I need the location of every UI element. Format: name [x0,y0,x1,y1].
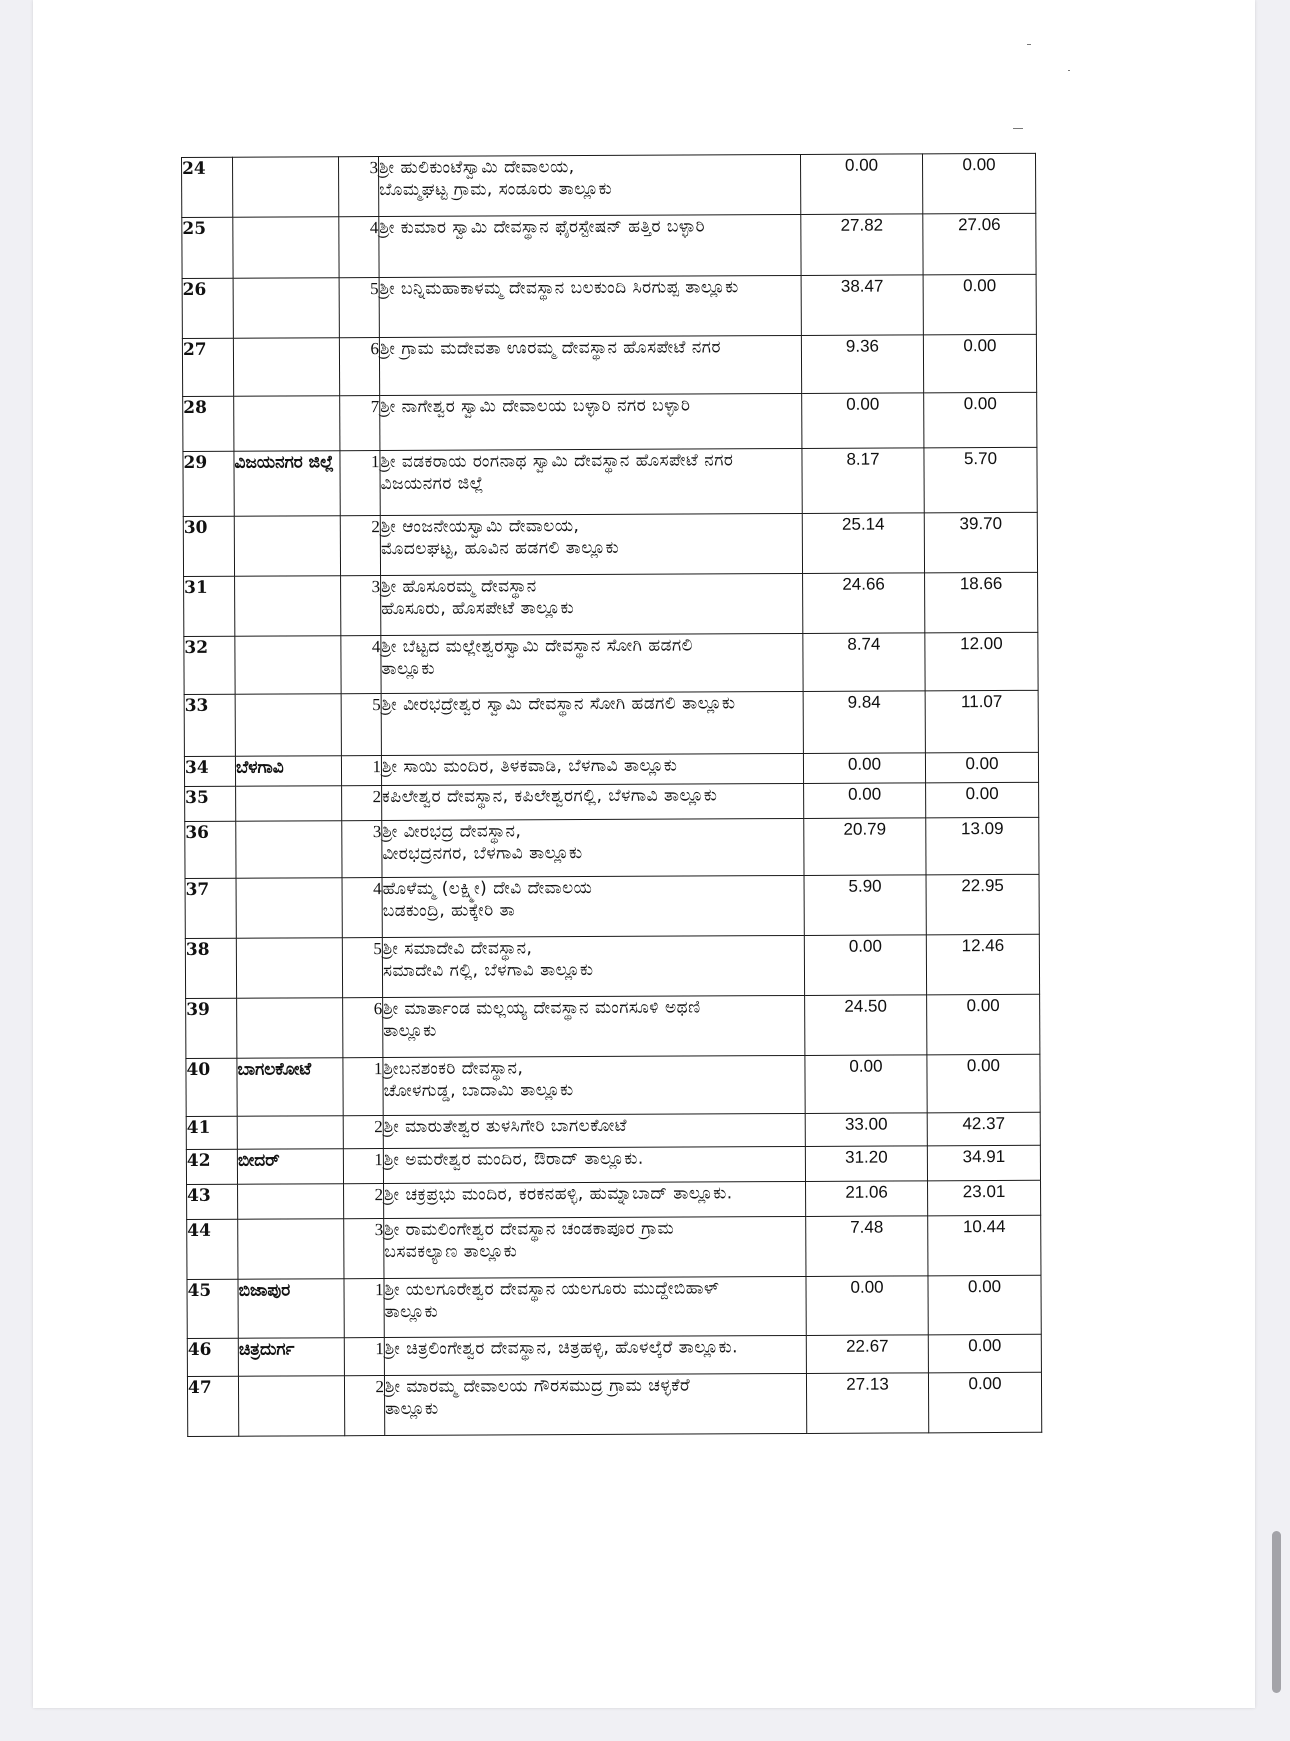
temple-name-line2: ಸಮಾದೇವಿ ಗಲ್ಲಿ, ಬೆಳಗಾವಿ ತಾಲ್ಲೂಕು [382,959,594,982]
temple-name [381,691,803,755]
table-row [187,1372,1041,1436]
scan-speck [1013,128,1023,129]
temple-name [379,335,801,395]
serial-number: 36 [185,821,236,878]
table-row [187,1180,1041,1219]
value-column-2: 13.09 [926,817,1039,875]
temple-name [382,818,804,877]
serial-number: 31 [184,576,235,636]
temple-name [379,154,801,216]
temple-name [382,875,804,937]
temple-name [380,513,802,575]
table-row [186,994,1040,1058]
sub-serial-number: 4 [342,878,382,938]
value-column-2: 39.70 [924,512,1037,573]
value-column-1: 27.82 [801,214,923,276]
district-name [237,998,343,1059]
temple-name-line2: ಬಡಕುಂದ್ರಿ, ಹುಕ್ಕೇರಿ ತಾ [382,900,516,922]
value-column-2: 12.46 [926,934,1039,995]
temple-name [381,573,803,635]
serial-number: 33 [184,694,235,756]
value-column-2: 0.00 [925,752,1038,783]
table-row [185,817,1039,878]
temple-name [381,753,803,785]
sub-serial-number: 1 [344,1338,384,1376]
temple-name [384,1373,806,1435]
temple-name-line1: ಶ್ರೀಬನಶಂಕರಿ ದೇವಸ್ಥಾನ, [383,1058,524,1080]
serial-number: 26 [182,278,233,338]
value-column-2: 10.44 [928,1215,1041,1276]
table-row [185,934,1039,998]
sub-serial-number: 5 [339,278,379,338]
temple-name-line1: ಶ್ರೀ ವಡಕರಾಯ ರಂಗನಾಥ ಸ್ವಾಮಿ ದೇವಸ್ಥಾನ ಹೊಸಪೇಟೆ ನಗರ [380,450,734,473]
serial-number: 27 [182,338,233,396]
temple-name [382,935,804,997]
temple-name-line1: ಶ್ರೀ ಮಾರಮ್ಮ ದೇವಾಲಯ ಗೌರಸಮುದ್ರ ಗ್ರಾಮ ಚಳ್ಳಕೆರೆ [384,1375,691,1398]
temple-name-line2: ವೀರಭದ್ರನಗರ, ಬೆಳಗಾವಿ ತಾಲ್ಲೂಕು [382,843,583,865]
value-column-2: 5.70 [924,447,1037,513]
temple-income-table [181,153,1042,1437]
sub-serial-number: 3 [341,576,381,636]
temple-name-line1: ಶ್ರೀ ಹುಲಿಕುಂಟೆಸ್ವಾಮಿ ದೇವಾಲಯ, [379,157,575,179]
temple-name [384,1335,806,1375]
temple-name [383,1055,805,1115]
temple-name-line1: ಶ್ರೀ ವೀರಭದ್ರ ದೇವಸ್ಥಾನ, [382,821,522,843]
scrollbar-thumb[interactable] [1272,1531,1281,1693]
table-row [182,334,1036,396]
temple-name [379,275,801,337]
value-column-2: 22.95 [926,874,1039,935]
district-name: ವಿಜಯನಗರ ಜಿಲ್ಲೆ [234,451,340,517]
value-column-1: 7.48 [806,1216,928,1277]
serial-number: 29 [183,451,234,516]
value-column-2: 0.00 [923,274,1036,335]
sub-serial-number: 6 [339,338,379,396]
district-name [233,278,339,339]
serial-number: 41 [186,1116,237,1149]
value-column-1: 9.36 [801,335,923,394]
value-column-1: 33.00 [805,1113,927,1147]
value-column-2: 0.00 [924,392,1037,448]
sub-serial-number: 1 [340,451,380,516]
district-name [236,878,342,939]
temple-name-line1: ಕಪಿಲೇಶ್ವರ ದೇವಸ್ಥಾನ, ಕಪಿಲೇಶ್ವರಗಲ್ಲಿ, ಬೆಳಗಾವಿ ತಾಲ್ಲೂಕು [382,785,718,808]
value-column-2: 0.00 [928,1372,1041,1433]
table-row [187,1275,1041,1338]
sub-serial-number: 1 [343,1058,383,1116]
serial-number: 47 [187,1376,238,1436]
district-name [238,1376,344,1437]
sub-serial-number: 1 [344,1279,384,1338]
temple-name [381,633,803,693]
serial-number: 43 [187,1184,238,1219]
sub-serial-number: 5 [342,938,382,998]
district-name: ಬಾಗಲಕೋಟೆ [237,1058,343,1117]
temple-name-line1: ಶ್ರೀ ಗ್ರಾಮ ಮದೇವತಾ ಊರಮ್ಮ ದೇವಸ್ಥಾನ ಹೊಸಪೇಟೆ ನಗರ [379,337,722,360]
temple-name-line1: ಶ್ರೀ ಚಿತ್ರಲಿಂಗೇಶ್ವರ ದೇವಸ್ಥಾನ, ಚಿತ್ರಹಳ್ಳಿ, ಹೊಳಲ್ಕೆರೆ ತಾಲ್ಲೂಕು. [384,1337,739,1360]
scrollbar-track[interactable] [1262,0,1290,1741]
sub-serial-number: 1 [341,756,381,786]
table-row [186,1054,1040,1116]
district-name: ಬೀದರ್ [237,1149,343,1185]
value-column-1: 0.00 [802,393,924,449]
table-row [184,572,1038,636]
temple-name-line1: ಶ್ರೀ ಚಕ್ರಪ್ರಭು ಮಂದಿರ, ಕರಕನಹಳ್ಳಿ, ಹುಮ್ನಾಬಾದ್ ತಾಲ್ಲೂಕು. [384,1183,733,1206]
sub-serial-number: 2 [344,1376,384,1436]
temple-name-line1: ಶ್ರೀ ಮಾರ್ತಾಂಡ ಮಲ್ಲಯ್ಯ ದೇವಸ್ಥಾನ ಮಂಗಸೂಳಿ ಅಥಣಿ [383,997,701,1020]
district-name [236,786,342,822]
district-name: ಬಿಜಾಪುರ [238,1279,344,1339]
value-column-1: 31.20 [805,1146,927,1182]
serial-number: 34 [184,756,235,786]
temple-name-line2: ವಿಜಯನಗರ ಜಿಲ್ಲೆ [380,473,484,495]
serial-number: 24 [182,157,233,217]
table-row [185,874,1039,938]
value-column-2: 0.00 [927,994,1040,1055]
sub-serial-number: 2 [344,1184,384,1219]
temple-name-line1: ಶ್ರೀ ಹೊಸೂರಮ್ಮ ದೇವಸ್ಥಾನ [381,576,537,598]
value-column-1: 8.74 [803,633,925,692]
sub-serial-number: 4 [339,217,379,278]
temple-name [380,448,802,515]
temple-name [383,1146,805,1183]
temple-name [379,214,801,277]
sub-serial-number: 4 [341,636,381,694]
sub-serial-number: 5 [341,694,381,756]
temple-name-line1: ಹೊಳೆಮ್ಮ (ಲಕ್ಷ್ಮೀ) ದೇವಿ ದೇವಾಲಯ [382,877,593,900]
table-row [186,1112,1040,1149]
temple-name [383,1113,805,1148]
value-column-2: 18.66 [925,572,1038,633]
value-column-1: 0.00 [803,753,925,784]
value-column-1: 22.67 [806,1335,928,1374]
serial-number: 37 [185,878,236,938]
temple-name-line1: ಶ್ರೀ ಮಾರುತೇಶ್ವರ ತುಳಸಿಗೇರಿ ಬಾಗಲಕೋಟೆ [383,1115,628,1138]
sub-serial-number: 3 [339,157,379,217]
temple-name-line2: ಬೊಮ್ಮಘಟ್ಟ ಗ್ರಾಮ, ಸಂಡೂರು ತಾಲ್ಲೂಕು [379,178,613,201]
serial-number: 38 [185,938,236,998]
value-column-1: 8.17 [802,448,924,514]
serial-number: 39 [186,998,237,1058]
district-name [235,636,341,695]
value-column-1: 0.00 [806,1276,928,1336]
sub-serial-number: 2 [343,1116,383,1149]
temple-name-line2: ಹೊಸೂರು, ಹೊಸಪೇಟೆ ತಾಲ್ಲೂಕು [381,598,575,620]
temple-name-line2: ತಾಲ್ಲೂಕು [385,1398,439,1420]
temple-name-line1: ಶ್ರೀ ಯಲಗೂರೇಶ್ವರ ದೇವಸ್ಥಾನ ಯಲಗೂರು ಮುದ್ದೇಬಿಹಾಳ್ [384,1278,720,1301]
temple-name [382,783,804,820]
value-column-2: 11.07 [925,690,1038,753]
table-row [183,392,1037,451]
table-row [184,632,1038,694]
value-column-1: 27.13 [806,1373,928,1434]
value-column-1: 24.66 [803,573,925,634]
serial-number: 25 [182,217,233,278]
table-row [185,782,1039,821]
sub-serial-number: 3 [344,1219,384,1279]
temple-name-line2: ತಾಲ್ಲೂಕು [381,658,436,680]
value-column-1: 0.00 [805,1055,927,1114]
value-column-1: 38.47 [801,275,923,336]
temple-name-line1: ಶ್ರೀ ಬೆಟ್ಟದ ಮಲ್ಲೇಶ್ವರಸ್ವಾಮಿ ದೇವಸ್ಥಾನ ಸೋಗಿ ಹಡಗಲಿ [381,635,694,658]
district-name: ಚಿತ್ರದುರ್ಗ [238,1338,344,1377]
value-column-1: 21.06 [806,1181,928,1217]
scan-speck [1068,70,1070,71]
sub-serial-number: 3 [342,821,382,878]
serial-number: 42 [186,1149,237,1184]
temple-name [383,995,805,1057]
temple-name-line1: ಶ್ರೀ ರಾಮಲಿಂಗೇಶ್ವರ ದೇವಸ್ಥಾನ ಚಂಡಕಾಪೂರ ಗ್ರಾಮ [384,1218,675,1241]
serial-number: 30 [183,516,234,576]
temple-name-line1: ಶ್ರೀ ಅಮರೇಶ್ವರ ಮಂದಿರ, ಔರಾದ್ ತಾಲ್ಲೂಕು. [383,1148,644,1171]
value-column-2: 27.06 [923,213,1036,275]
table-row [182,153,1036,217]
temple-name-line1: ಶ್ರೀ ವೀರಭದ್ರೇಶ್ವರ ಸ್ವಾಮಿ ದೇವಸ್ಥಾನ ಸೋಗಿ ಹಡಗಲಿ ತಾಲ್ಲೂಕು [381,693,736,716]
sub-serial-number: 7 [340,396,380,451]
sub-serial-number: 2 [342,786,382,821]
temple-name-line2: ಚೋಳಗುಡ್ಡ, ಬಾದಾಮಿ ತಾಲ್ಲೂಕು [383,1080,574,1102]
district-name [233,338,339,397]
temple-name [384,1276,806,1337]
value-column-2: 23.01 [928,1180,1041,1216]
district-name [233,217,339,279]
temple-name-line1: ಶ್ರೀ ಸಮಾದೇವಿ ದೇವಸ್ಥಾನ, [382,938,533,960]
district-name [235,576,341,637]
district-name [234,396,340,452]
value-column-2: 0.00 [923,334,1036,393]
temple-name-line1: ಶ್ರೀ ಆಂಜನೇಯಸ್ವಾಮಿ ದೇವಾಲಯ, [380,516,580,538]
table-row [184,690,1038,756]
district-name [237,1116,343,1150]
serial-number: 45 [187,1279,238,1338]
district-name [238,1184,344,1220]
value-column-2: 42.37 [927,1112,1040,1146]
temple-name-line1: ಶ್ರೀ ಕುಮಾರ ಸ್ವಾಮಿ ದೇವಸ್ಥಾನ ಫೈರಸ್ಟೇಷನ್ ಹತ್ತಿರ ಬಳ್ಳಾರಿ [379,216,706,239]
value-column-1: 24.50 [805,995,927,1056]
district-name [236,938,342,999]
table-row [187,1334,1041,1376]
value-column-2: 12.00 [925,632,1038,691]
district-name [236,821,342,879]
value-column-1: 0.00 [800,154,922,215]
sub-serial-number: 2 [340,516,380,576]
temple-name-line2: ಬಸವಕಲ್ಯಾಣ ತಾಲ್ಲೂಕು [384,1241,518,1263]
district-name: ಬೆಳಗಾವಿ [235,756,341,787]
table-row [183,512,1037,576]
temple-name [384,1181,806,1218]
value-column-1: 25.14 [802,513,924,574]
district-name [234,516,340,577]
value-column-1: 0.00 [804,935,926,996]
value-column-2: 0.00 [922,153,1035,214]
value-column-2: 0.00 [926,782,1039,818]
temple-name-line1: ಶ್ರೀ ಬನ್ನಿಮಹಾಕಾಳಮ್ಮ ದೇವಸ್ಥಾನ ಬಲಕುಂದಿ ಸಿರಗುಪ್ಪ ತಾಲ್ಲೂಕು [379,277,739,300]
district-name [238,1219,344,1280]
temple-name-line1: ಶ್ರೀ ಸಾಯಿ ಮಂದಿರ, ತಿಳಕವಾಡಿ, ಬೆಳಗಾವಿ ತಾಲ್ಲೂಕು [381,755,678,778]
sub-serial-number: 1 [343,1149,383,1184]
temple-name [384,1216,806,1278]
value-column-2: 34.91 [927,1145,1040,1181]
value-column-2: 0.00 [927,1054,1040,1113]
district-name [233,157,339,218]
table-row [183,447,1037,516]
sub-serial-number: 6 [343,998,383,1058]
temple-name-line2: ಮೊದಲಘಟ್ಟ, ಹೂವಿನ ಹಡಗಲಿ ತಾಲ್ಲೂಕು [380,537,620,560]
table-row [186,1145,1040,1184]
scan-speck [1027,44,1031,45]
table-row [187,1215,1041,1279]
value-column-1: 0.00 [804,783,926,819]
serial-number: 44 [187,1219,238,1279]
value-column-1: 9.84 [803,691,925,754]
temple-name-line2: ತಾಲ್ಲೂಕು [384,1301,439,1323]
serial-number: 40 [186,1058,237,1116]
table-row [182,274,1036,338]
temple-name-line2: ತಾಲ್ಲೂಕು [383,1020,437,1042]
table-row [182,213,1036,278]
serial-number: 32 [184,636,235,694]
serial-number: 28 [183,396,234,451]
district-name [235,694,341,757]
serial-number: 46 [187,1338,238,1376]
table-row [184,752,1038,786]
value-column-2: 0.00 [928,1334,1041,1373]
value-column-2: 0.00 [928,1275,1041,1335]
temple-name [380,393,802,450]
serial-number: 35 [185,786,236,821]
temple-name-line1: ಶ್ರೀ ನಾಗೇಶ್ವರ ಸ್ವಾಮಿ ದೇವಾಲಯ ಬಳ್ಳಾರಿ ನಗರ ಬಳ್ಳಾರಿ [380,395,691,418]
value-column-1: 20.79 [804,818,926,876]
value-column-1: 5.90 [804,875,926,936]
